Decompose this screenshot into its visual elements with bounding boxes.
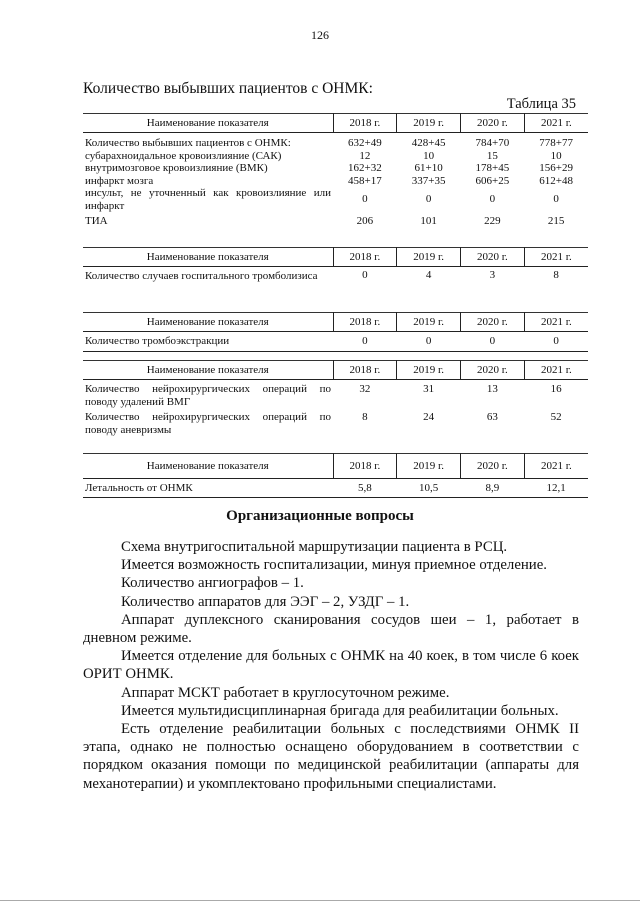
thrombectomy-table: [83, 312, 588, 352]
column-header: 2019 г.: [397, 113, 461, 133]
paragraph: Аппарат дуплексного сканирования сосудов шеи – 1, работает в дневном режиме.: [83, 611, 579, 647]
row-label: внутримозговое кровоизлияние (ВМК): [85, 162, 268, 174]
cell-value: 10: [423, 149, 435, 162]
column-header: 2020 г.: [461, 453, 525, 479]
column-header: Наименование показателя: [83, 312, 333, 332]
cell-value: 0: [362, 193, 368, 206]
body-text: [83, 538, 579, 793]
cell-value: 0: [461, 332, 525, 352]
table-row: [83, 162, 588, 175]
column-header: 2021 г.: [524, 453, 588, 479]
column-header: 2021 г.: [524, 247, 588, 267]
cell-value: 16: [550, 383, 562, 395]
cell-value: 178+45: [475, 162, 510, 174]
column-header: 2018 г.: [333, 312, 397, 332]
cell-value: 0: [553, 193, 559, 206]
paragraph: Количество ангиографов – 1.: [121, 575, 304, 592]
cell-value: 162+32: [348, 162, 382, 174]
cell-value: 12,1: [524, 479, 588, 498]
row-label: инсульт, не уточненный как кровоизлияние или инфаркт: [85, 187, 331, 212]
table-row: [83, 380, 588, 409]
cell-value: 4: [425, 268, 432, 281]
column-header: 2021 г.: [524, 312, 588, 332]
row-label: ТИА: [85, 215, 108, 227]
table-row: [83, 267, 588, 283]
column-header: 2018 г.: [333, 453, 397, 479]
mortality-table: [83, 453, 588, 498]
paragraph: Количество аппаратов для ЭЭГ – 2, УЗДГ – 1.: [121, 593, 410, 610]
cell-value: 606+25: [475, 174, 510, 187]
column-header: 2019 г.: [397, 247, 461, 267]
section-title: Количество выбывших пациентов с ОНМК:: [83, 80, 373, 97]
cell-value: 101: [420, 215, 437, 227]
column-header: Наименование показателя: [83, 453, 333, 479]
cell-value: 24: [423, 411, 435, 423]
cell-value: 52: [550, 411, 562, 423]
cell-value: 0: [524, 332, 588, 352]
cell-value: 0: [489, 193, 496, 206]
column-header: 2020 г.: [461, 247, 525, 267]
column-header: 2020 г.: [461, 312, 525, 332]
cell-value: 612+48: [539, 174, 573, 187]
table-row: [83, 479, 588, 498]
cell-value: 5,8: [333, 479, 397, 498]
column-header: Наименование показателя: [83, 360, 333, 380]
cell-value: 229: [484, 215, 501, 227]
cell-value: 632+49: [348, 137, 382, 149]
row-label: субарахноидальное кровоизлияние (САК): [85, 149, 282, 162]
row-label: инфаркт мозга: [85, 174, 154, 187]
cell-value: 215: [547, 215, 565, 227]
section-heading: Организационные вопросы: [226, 508, 414, 524]
cell-value: 8: [362, 411, 368, 423]
table-header-row: [83, 453, 588, 479]
table-row: [83, 175, 588, 188]
cell-value: 63: [486, 411, 498, 423]
row-label: Количество случаев госпитального тромболизиса: [85, 270, 318, 282]
column-header: 2018 г.: [333, 360, 397, 380]
row-label: Летальность от ОНМК: [83, 479, 333, 498]
column-header: 2020 г.: [461, 360, 525, 380]
column-header: 2018 г.: [333, 247, 397, 267]
thrombolysis-table: [83, 247, 588, 283]
cell-value: 428+45: [411, 137, 446, 149]
cell-value: 206: [356, 215, 374, 227]
cell-value: 156+29: [539, 162, 573, 174]
table-header-row: [83, 247, 588, 267]
cell-value: 31: [423, 383, 435, 395]
cell-value: 10: [550, 149, 562, 162]
column-header: 2019 г.: [397, 453, 461, 479]
paragraph: Имеется отделение для больных с ОНМК на 40 коек, в том числе 6 коек ОРИТ ОНМК.: [83, 648, 579, 683]
column-header: Наименование показателя: [83, 247, 333, 267]
cell-value: 61+10: [414, 162, 443, 174]
column-header: 2018 г.: [333, 113, 397, 133]
cell-value: 0: [362, 268, 368, 281]
table-header-row: [83, 360, 588, 380]
paragraph: Есть отделение реабилитации больных с последствиями ОНМК II этапа, однако не полностью оснащено оборудованием в соответствии с порядком оказания помощи по медицинской реабилитации (аппараты для механотерапии) и укомплектовано профильными специалистами.: [83, 721, 579, 792]
column-header: 2019 г.: [397, 312, 461, 332]
column-header: 2021 г.: [524, 113, 588, 133]
table-header-row: [83, 312, 588, 332]
table-row: [83, 133, 588, 150]
paragraph: Схема внутригоспитальной маршрутизации пациента в РСЦ.: [121, 539, 508, 555]
row-label: Количество тромбоэкстракции: [83, 332, 333, 352]
paragraph: Имеется мультидисциплинарная бригада для реабилитации больных.: [121, 702, 559, 719]
table-row: [83, 408, 588, 436]
row-label: Количество нейрохирургических операций по поводу аневризмы: [85, 411, 331, 436]
row-label: Количество выбывших пациентов с ОНМК:: [85, 137, 291, 149]
neurosurgery-table: [83, 360, 588, 436]
table-header-row: [83, 113, 588, 133]
cell-value: 458+17: [348, 174, 382, 187]
paragraph: Аппарат МСКТ работает в круглосуточном режиме.: [121, 684, 450, 701]
table-row: [83, 187, 588, 212]
table-row: [83, 332, 588, 352]
cell-value: 0: [333, 332, 397, 352]
column-header: Наименование показателя: [83, 113, 333, 133]
cell-value: 12: [359, 149, 371, 162]
column-header: 2020 г.: [461, 113, 525, 133]
cell-value: 32: [359, 383, 371, 395]
cell-value: 8: [553, 268, 559, 281]
cell-value: 3: [489, 268, 496, 281]
row-label: Количество нейрохирургических операций по поводу удалений ВМГ: [85, 383, 331, 408]
cell-value: 0: [397, 332, 461, 352]
paragraph: Имеется возможность госпитализации, минуя приемное отделение.: [121, 557, 547, 574]
column-header: 2021 г.: [524, 360, 588, 380]
table-row: [83, 150, 588, 163]
cell-value: 0: [425, 193, 432, 206]
cell-value: 8,9: [461, 479, 525, 498]
discharged-patients-table: [83, 113, 588, 228]
column-header: 2019 г.: [397, 360, 461, 380]
table-row: [83, 212, 588, 228]
cell-value: 337+35: [411, 174, 446, 187]
cell-value: 778+77: [539, 137, 573, 149]
page-number: 126: [311, 28, 329, 42]
cell-value: 10,5: [397, 479, 461, 498]
scan-edge-line: [0, 900, 640, 901]
cell-value: 15: [486, 149, 498, 162]
table-caption: Таблица 35: [506, 96, 576, 112]
cell-value: 784+70: [475, 137, 510, 149]
cell-value: 13: [486, 383, 498, 395]
